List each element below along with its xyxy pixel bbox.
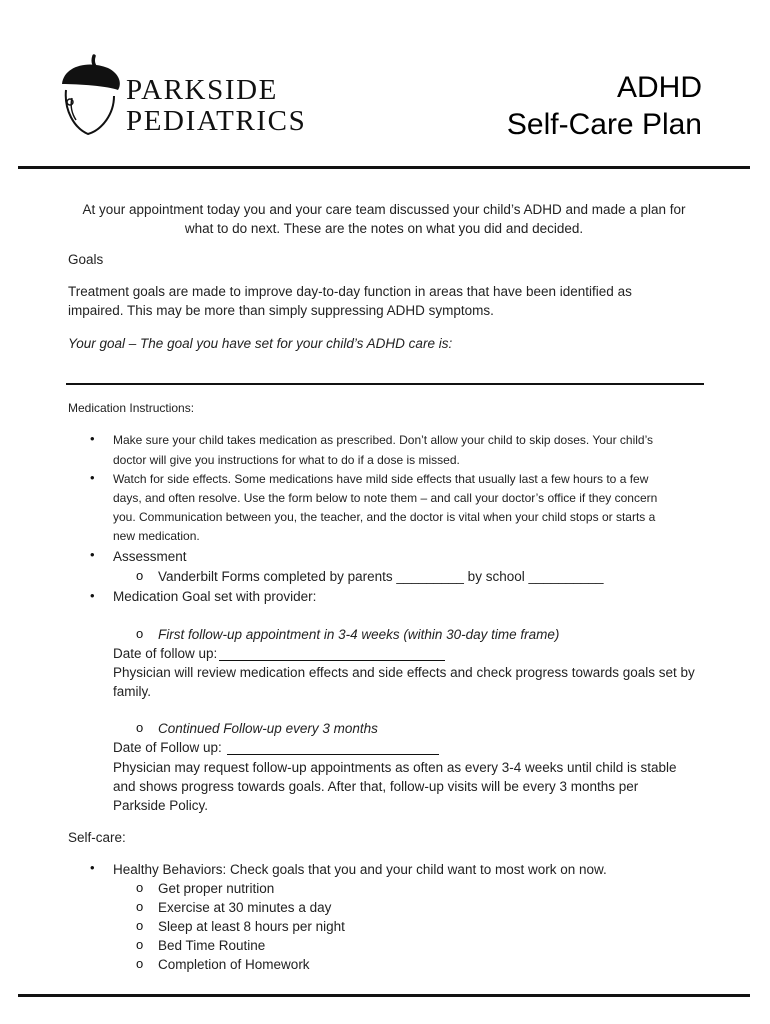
physician-request-line-1: Physician may request follow-up appointments as often as every 3-4 weeks until child is stable: [113, 760, 677, 775]
bullet-icon: •: [90, 588, 95, 603]
healthy-behaviors-line: Healthy Behaviors: Check goals that you and your child want to most work on now.: [113, 862, 607, 877]
circle-bullet-icon: o: [136, 568, 144, 583]
first-followup-label: First follow-up appointment in 3-4 weeks (within 30-day time frame): [158, 627, 560, 642]
logo-line-1: PARKSIDE: [126, 74, 278, 106]
selfcare-heading: Self-care:: [68, 830, 126, 845]
goal-write-line[interactable]: [66, 383, 704, 385]
date-follow-up-1-label: Date of follow up:: [113, 646, 218, 661]
circle-bullet-icon: o: [136, 956, 144, 971]
title-line-2: Self-Care Plan: [506, 108, 702, 141]
med-bullet-2-line-2: days, and often resolve. Use the form below to note them – and call your doctor’s office if they concern: [113, 491, 658, 505]
title-line-1: ADHD: [616, 71, 702, 104]
goals-heading: Goals: [68, 252, 104, 267]
circle-bullet-icon: o: [136, 937, 144, 952]
header-divider: [18, 166, 750, 169]
logo: [58, 54, 328, 140]
selfcare-item[interactable]: Get proper nutrition: [158, 881, 275, 896]
date-follow-up-1-field[interactable]: [219, 660, 445, 661]
acorn-logo-icon: [58, 54, 122, 140]
med-bullet-2-line-4: new medication.: [113, 529, 200, 543]
med-bullet-2-line-1: Watch for side effects. Some medications have mild side effects that usually last a few hours to a few: [113, 472, 649, 486]
bullet-icon: •: [90, 431, 95, 446]
assessment-label: Assessment: [113, 549, 187, 564]
circle-bullet-icon: o: [136, 720, 144, 735]
med-bullet-2-line-3: you. Communication between you, the teacher, and the doctor is vital when your child stops or starts a: [113, 510, 656, 524]
footer-divider: [18, 994, 750, 997]
circle-bullet-icon: o: [136, 918, 144, 933]
medication-heading: Medication Instructions:: [68, 401, 195, 415]
goals-text-line-1: Treatment goals are made to improve day-to-day function in areas that have been identified as: [68, 284, 632, 299]
logo-line-2: PEDIATRICS: [126, 105, 307, 137]
continued-followup-label: Continued Follow-up every 3 months: [158, 721, 378, 736]
circle-bullet-icon: o: [136, 880, 144, 895]
your-goal-label: Your goal – The goal you have set for your child’s ADHD care is:: [68, 336, 453, 351]
physician-request-line-2: and shows progress towards goals. After that, follow-up visits will be every 3 months per: [113, 779, 639, 794]
circle-bullet-icon: o: [136, 626, 144, 641]
physician-request-line-3: Parkside Policy.: [113, 798, 209, 813]
date-follow-up-2-field[interactable]: [227, 754, 439, 755]
intro-line-2: what to do next. These are the notes on what you did and decided.: [184, 221, 584, 236]
med-bullet-1-line-1: Make sure your child takes medication as prescribed. Don’t allow your child to skip doses. Your child’s: [113, 433, 654, 447]
bullet-icon: •: [90, 547, 95, 562]
goals-text-line-2: impaired. This may be more than simply suppressing ADHD symptoms.: [68, 303, 494, 318]
selfcare-item[interactable]: Bed Time Routine: [158, 938, 266, 953]
physician-review-line-1: Physician will review medication effects and side effects and check progress towards goals set by: [113, 665, 695, 680]
selfcare-item[interactable]: Completion of Homework: [158, 957, 310, 972]
bullet-icon: •: [90, 860, 95, 875]
med-bullet-1-line-2: doctor will give you instructions for what to do if a dose is missed.: [113, 453, 460, 467]
vanderbilt-line: Vanderbilt Forms completed by parents _________ by school __________: [158, 569, 604, 584]
selfcare-item[interactable]: Sleep at least 8 hours per night: [158, 919, 345, 934]
circle-bullet-icon: o: [136, 899, 144, 914]
intro-line-1: At your appointment today you and your care team discussed your child’s ADHD and made a plan for: [82, 202, 686, 217]
bullet-icon: •: [90, 470, 95, 485]
date-follow-up-2-label: Date of Follow up:: [113, 740, 222, 755]
physician-review-line-2: family.: [113, 684, 152, 699]
selfcare-item[interactable]: Exercise at 30 minutes a day: [158, 900, 332, 915]
medication-goal-label: Medication Goal set with provider:: [113, 589, 317, 604]
